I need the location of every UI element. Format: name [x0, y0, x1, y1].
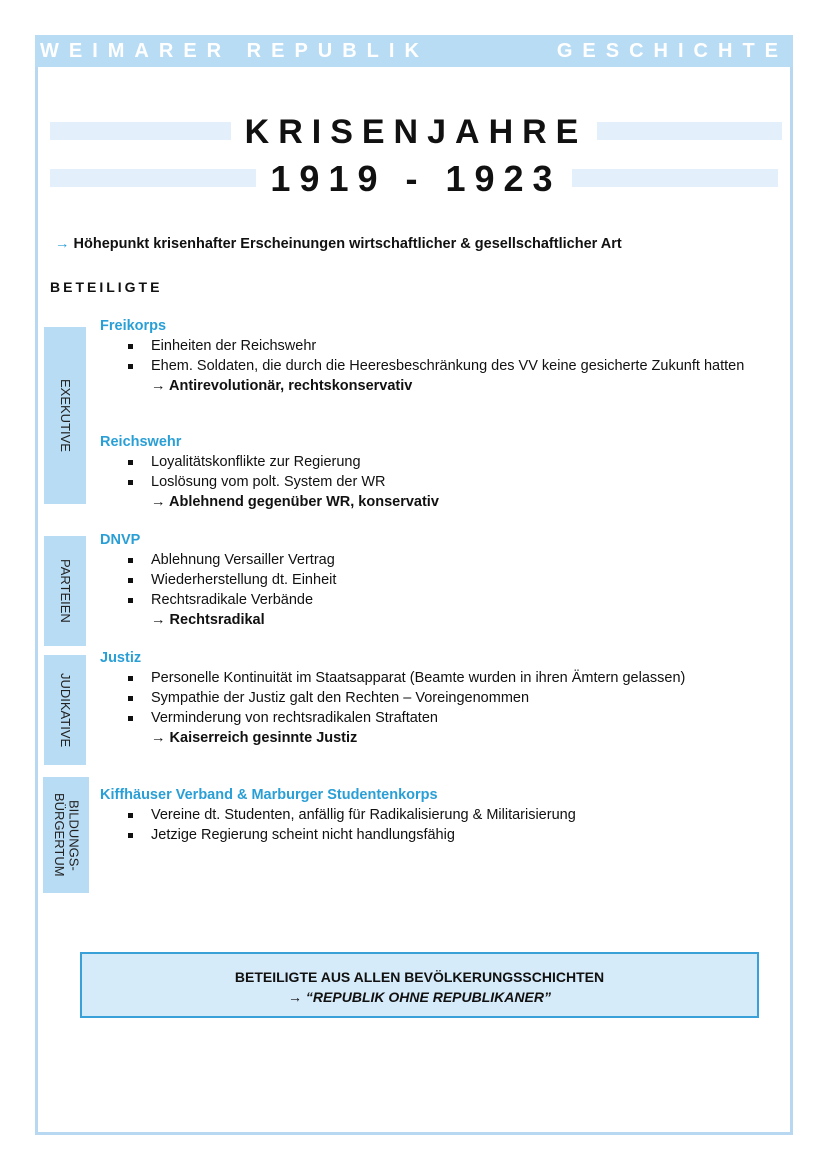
- header-subject-left: WEIMARER REPUBLIK: [40, 40, 429, 62]
- list-item: Ablehnung Versailler Vertrag: [100, 550, 790, 570]
- section-heading: BETEILIGTE: [50, 279, 163, 295]
- group-title: Reichswehr: [100, 434, 182, 450]
- bullet-list: [100, 668, 790, 728]
- bullet-list: [100, 550, 790, 610]
- arrow-icon: →: [55, 236, 70, 252]
- side-label-line: BÜRGERTUM: [52, 793, 67, 877]
- bullet-list: [100, 805, 790, 845]
- list-item: Loslösung vom polt. System der WR: [100, 472, 790, 492]
- page-subtitle-text: 1919 - 1923: [256, 158, 571, 199]
- side-label-text: JUDIKATIVE: [58, 672, 74, 748]
- group-title: DNVP: [100, 532, 141, 548]
- group-conclusion: → Ablehnend gegenüber WR, konservativ: [151, 494, 439, 510]
- side-label-exekutive: [44, 327, 86, 504]
- group-justiz: [100, 648, 790, 748]
- group-title: Kiffhäuser Verband & Marburger Studentenkorps: [100, 787, 438, 803]
- summary-line-2: → “REPUBLIK OHNE REPUBLIKANER”: [288, 989, 551, 1005]
- page-title-text: KRISENJAHRE: [231, 113, 598, 151]
- side-label-text: EXEKUTIVE: [58, 379, 74, 452]
- side-label-text: [52, 793, 81, 877]
- bullet-list: [100, 452, 790, 492]
- group-freikorps: [100, 316, 790, 396]
- list-item: Personelle Kontinuität im Staatsapparat (Beamte wurden in ihren Ämtern gelassen): [100, 668, 790, 688]
- list-item: Loyalitätskonflikte zur Regierung: [100, 452, 790, 472]
- summary-box: [80, 952, 759, 1018]
- group-title: Freikorps: [100, 318, 167, 334]
- side-label-line: BILDUNGS-: [66, 799, 82, 871]
- group-conclusion: → Kaiserreich gesinnte Justiz: [151, 730, 358, 746]
- list-item: Jetzige Regierung scheint nicht handlungsfähig: [100, 825, 790, 845]
- side-label-judikative: [44, 655, 86, 765]
- intro-text: Höhepunkt krisenhafter Erscheinungen wirtschaftlicher & gesellschaftlicher Art: [73, 236, 622, 252]
- list-item: Sympathie der Justiz galt den Rechten – Voreingenommen: [100, 688, 790, 708]
- page-title: [0, 112, 828, 152]
- side-label-bildungsbuergertum: [43, 777, 89, 893]
- group-title: Justiz: [100, 650, 142, 666]
- list-item: Vereine dt. Studenten, anfällig für Radikalisierung & Militarisierung: [100, 805, 790, 825]
- header-subject-right: GESCHICHTE: [556, 40, 788, 62]
- list-item: Verminderung von rechtsradikalen Straftaten: [100, 708, 790, 728]
- summary-line-1: BETEILIGTE AUS ALLEN BEVÖLKERUNGSSCHICHTEN: [234, 969, 605, 985]
- list-item: Wiederherstellung dt. Einheit: [100, 570, 790, 590]
- side-label-text: PARTEIEN: [58, 559, 74, 623]
- group-conclusion: → Rechtsradikal: [151, 612, 265, 628]
- intro-line: [55, 236, 622, 252]
- page-subtitle-years: [0, 158, 828, 200]
- group-reichswehr: [100, 432, 790, 512]
- group-kyffhaeuser: [100, 785, 790, 845]
- list-item: Einheiten der Reichswehr: [100, 336, 790, 356]
- group-dnvp: [100, 530, 790, 630]
- bullet-list: [100, 336, 790, 376]
- group-conclusion: → Antirevolutionär, rechtskonservativ: [151, 378, 413, 394]
- list-item: Rechtsradikale Verbände: [100, 590, 790, 610]
- list-item: Ehem. Soldaten, die durch die Heeresbeschränkung des VV keine gesicherte Zukunft hatten: [100, 356, 790, 376]
- side-label-parteien: [44, 536, 86, 646]
